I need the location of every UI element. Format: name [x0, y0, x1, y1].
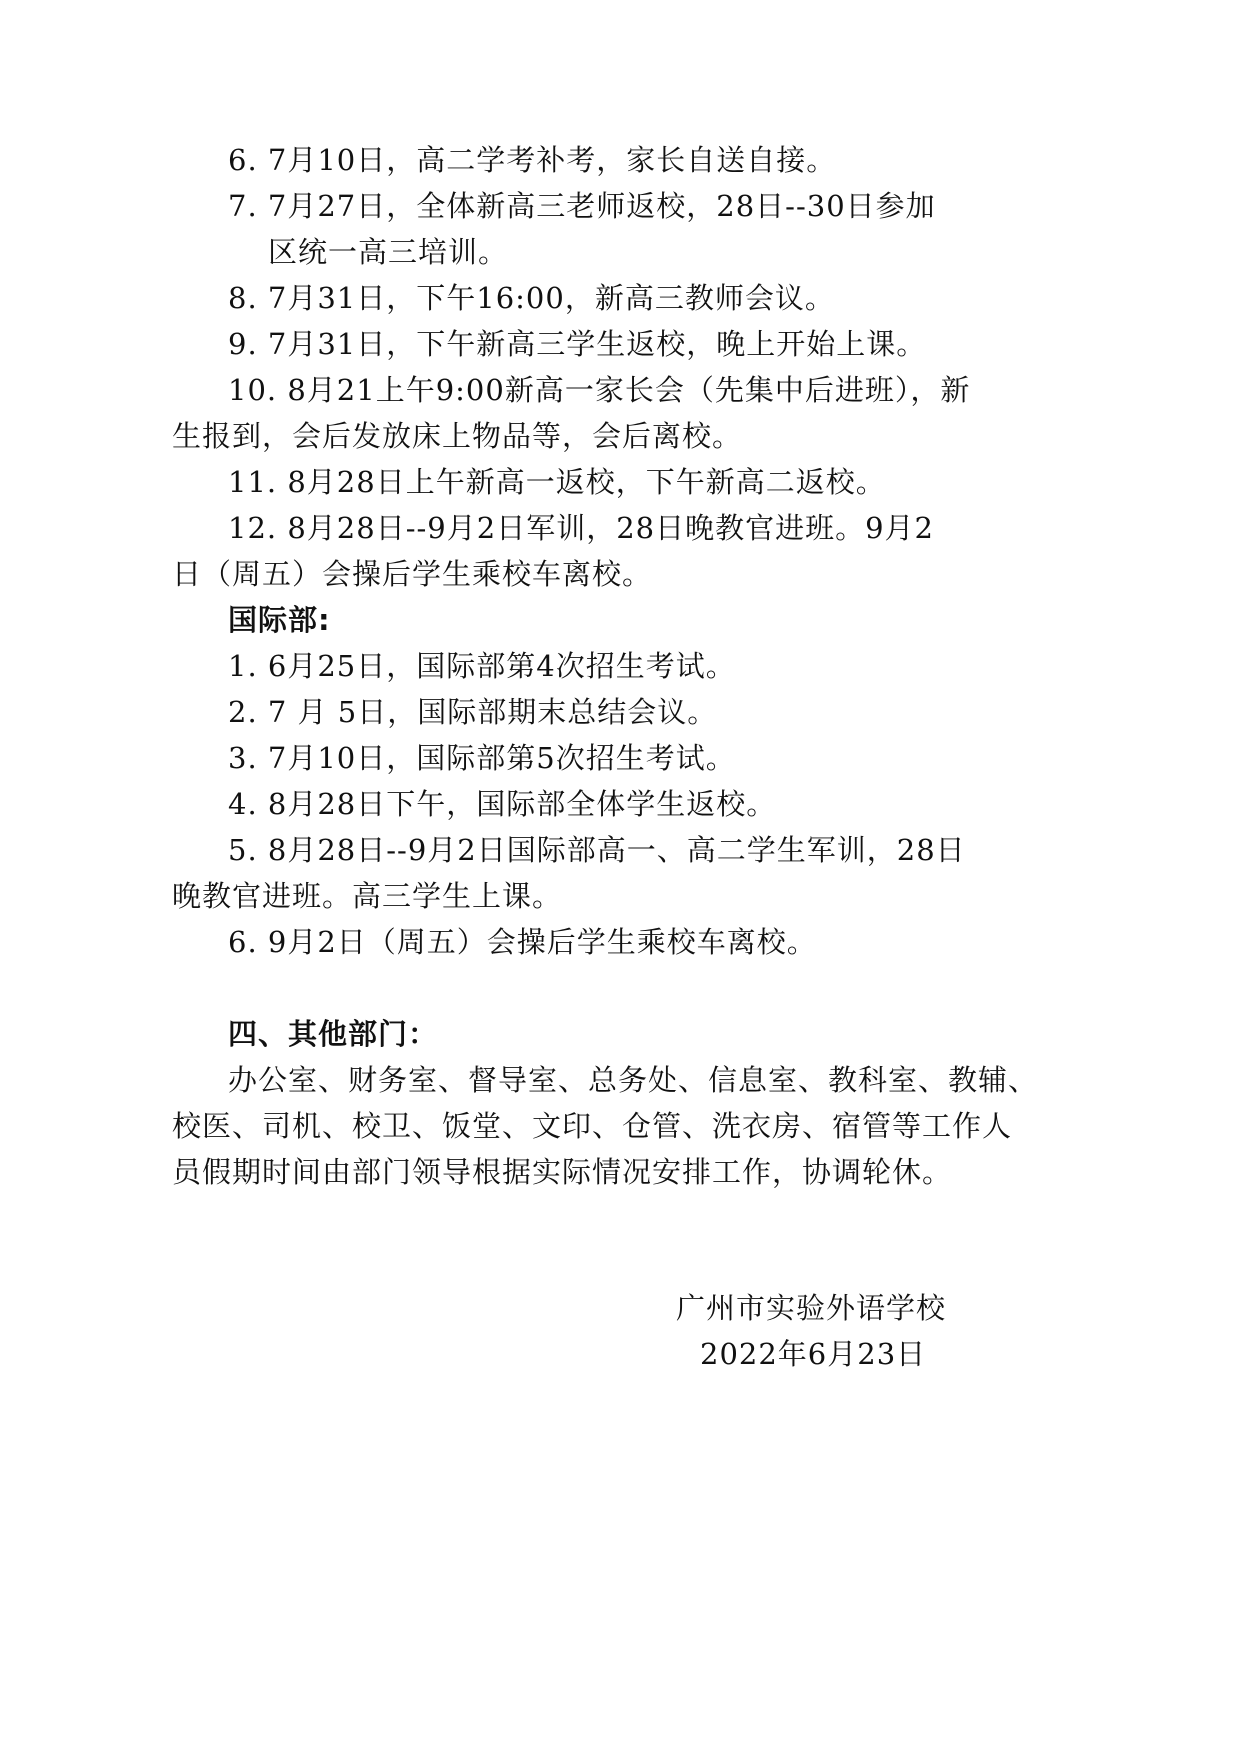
schedule-item-12: 12. 8月28日--9月2日军训，28日晚教官进班。9月2 — [228, 511, 934, 545]
schedule-item-10: 10. 8月21上午9:00新高一家长会（先集中后进班），新 — [228, 373, 971, 407]
other-departments-line-1: 办公室、财务室、督导室、总务处、信息室、教科室、教辅、 — [228, 1063, 1039, 1097]
schedule-item-6: 6. 7月10日，高二学考补考，家长自送自接。 — [228, 143, 837, 177]
schedule-item-9: 9. 7月31日，下午新高三学生返校，晚上开始上课。 — [228, 327, 927, 361]
international-heading: 国际部: — [228, 603, 331, 637]
signature-date: 2022年6月23日 — [700, 1337, 927, 1371]
schedule-item-7: 7. 7月27日，全体新高三老师返校，28日--30日参加 — [228, 189, 936, 223]
international-item-6: 6. 9月2日（周五）会操后学生乘校车离校。 — [228, 925, 817, 959]
international-item-3: 3. 7月10日，国际部第5次招生考试。 — [228, 741, 736, 775]
other-departments-line-3: 员假期时间由部门领导根据实际情况安排工作，协调轮休。 — [172, 1155, 953, 1189]
schedule-item-8: 8. 7月31日，下午16:00，新高三教师会议。 — [228, 281, 835, 315]
schedule-item-12-cont: 日（周五）会操后学生乘校车离校。 — [172, 557, 653, 591]
international-item-1: 1. 6月25日，国际部第4次招生考试。 — [228, 649, 736, 683]
other-departments-heading: 四、其他部门： — [228, 1017, 439, 1051]
schedule-item-10-cont: 生报到，会后发放床上物品等，会后离校。 — [172, 419, 743, 453]
international-item-4: 4. 8月28日下午，国际部全体学生返校。 — [228, 787, 777, 821]
other-departments-line-2: 校医、司机、校卫、饭堂、文印、仓管、洗衣房、宿管等工作人 — [172, 1109, 1013, 1143]
international-item-2: 2. 7 月 5日，国际部期末总结会议。 — [228, 695, 718, 729]
international-item-5-cont: 晚教官进班。高三学生上课。 — [172, 879, 563, 913]
schedule-item-7-cont: 区统一高三培训。 — [268, 235, 509, 269]
schedule-item-11: 11. 8月28日上午新高一返校，下午新高二返校。 — [228, 465, 886, 499]
international-item-5: 5. 8月28日--9月2日国际部高一、高二学生军训，28日 — [228, 833, 966, 867]
signature-school-name: 广州市实验外语学校 — [676, 1291, 947, 1325]
